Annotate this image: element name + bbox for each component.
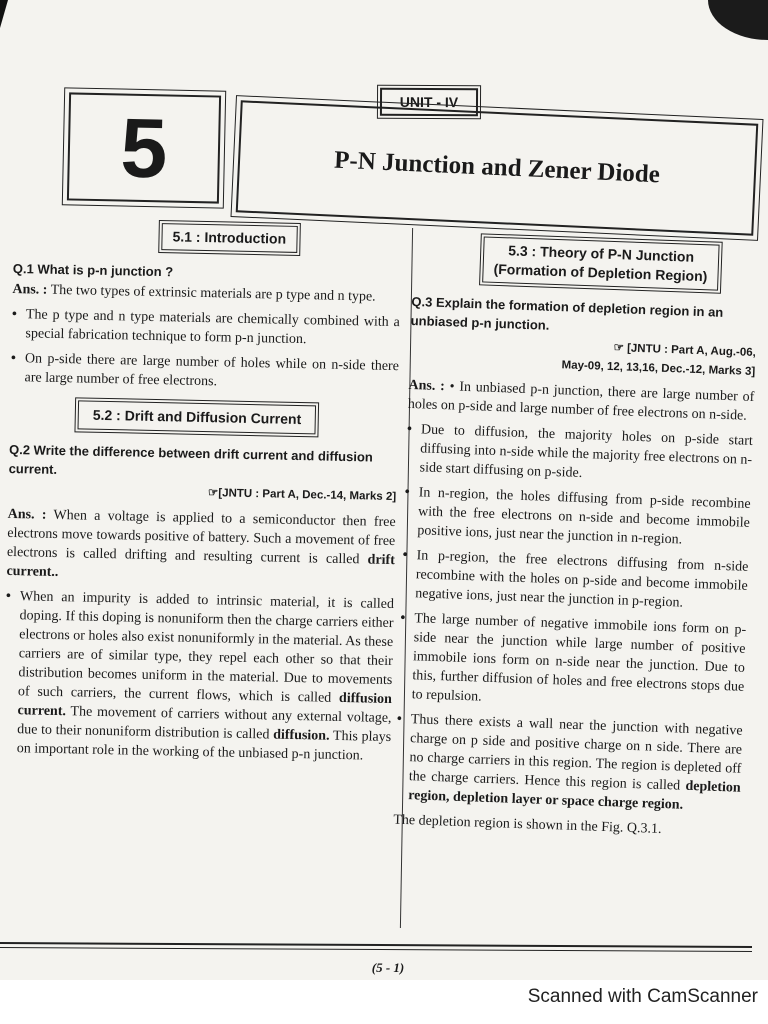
bullet-text-c: This plays on important role in the working of the unbiased p-n junction. [16, 728, 392, 764]
answer-2-text: When a voltage is applied to a semiconductor then free electrons move towards positive of battery. Such a movement of free electrons is called drifting and resulting current is called [6, 507, 396, 568]
question-3-reference-line-1: ☞ [JNTU : Part A, Aug.-06, [613, 342, 757, 360]
section-heading-5-3-line-2: (Formation of Depletion Region) [493, 260, 708, 285]
section-heading-5-3-line-1: 5.3 : Theory of P-N Junction [507, 242, 695, 265]
question-3-reference-line-2: May-09, 12, 13,16, Dec.-12, Marks 3] [561, 359, 756, 378]
answer-3-bullet-1: • Due to diffusion, the majority holes on p-side start diffusing into n-side while the majority free electrons on n-side start diffusing on p-side. [405, 420, 753, 489]
footer-rule-thin [0, 947, 752, 952]
term-diffusion-current: diffusion current. [17, 690, 393, 720]
answer-3-text: In unbiased p-n junction, there are large number of holes on p-side and large number of free electrons on n-side. [407, 379, 755, 424]
answer-label: Ans. : [7, 506, 47, 523]
answer-3-bullet-3: • In p-region, the free electrons diffusing from n-side recombine with the holes on p-side and become immobile negative ions, just near the junction in p-region. [401, 546, 749, 615]
answer-1-text: The two types of extrinsic materials are p type and n type. [50, 282, 376, 305]
page-number: (5 - 1) [371, 960, 405, 975]
left-column [2, 214, 401, 772]
answer-3: Ans. : • In unbiased p-n junction, there are large number of holes on p-side and large number of free electrons on n-side. [407, 377, 755, 424]
answer-label: Ans. : [12, 281, 48, 298]
chapter-title: P-N Junction and Zener Diode [333, 146, 661, 189]
answer-2-bullet-1 [3, 587, 394, 766]
question-2-reference: ☞[JNTU : Part A, Dec.-14, Marks 2] [207, 487, 397, 504]
chapter-number-box [67, 92, 221, 203]
answer-3-bullet-2: • In n-region, the holes diffusing from p-side recombine with the free electrons on n-side and become immobile positive ions, just near the junction in n-region. [403, 483, 751, 552]
scan-corner-top-right [708, 0, 768, 40]
scan-corner-top-left [0, 0, 8, 28]
section-heading-5-1: 5.1 : Introduction [161, 223, 297, 253]
chapter-number: 5 [119, 100, 169, 196]
answer-label: Ans. : [408, 377, 446, 395]
bullet-text-b: The movement of carriers without any external voltage, due to their nonuniform distribution is called [17, 704, 392, 743]
bullet-text: Thus there exists a wall near the junction with negative charge on p side and positive charge on n side. There are no charge carriers in this region. The region is depleted off the charge carriers. Hence this region is called [408, 712, 743, 794]
chapter-title-box [236, 100, 759, 235]
answer-3-bullet-4: • The large number of negative immobile ions form on p-side near the junction while large number of positive immobile ions form on n-side near the junction. Due to this, further diffusion of holes and free electrons stops due to repulsion. [397, 609, 746, 716]
camscanner-watermark: Scanned with CamScanner [527, 986, 758, 1007]
answer-1-bullet-1: • The p type and n type materials are chemically combined with a special fabrication technique to form p-n junction. [11, 305, 400, 351]
answer-3-closing: The depletion region is shown in the Fig. Q.3.1. [393, 812, 662, 837]
right-column [393, 228, 760, 848]
answer-3-bullet-5 [394, 710, 743, 817]
term-diffusion: diffusion. [272, 727, 330, 744]
answer-1-bullet-2: • On p-side there are large number of holes while on n-side there are large number of free electrons. [10, 349, 399, 395]
term-drift-current: drift current.. [6, 552, 395, 581]
term-depletion-region: depletion region, depletion layer or space charge region. [407, 778, 741, 813]
bullet-text-a: When an impurity is added to intrinsic material, it is called doping. If this doping is nonuniform then the charge carriers either electrons or holes also exist nonuniformly in the material. As these carriers are of similar type, they repel each other so that their distribution becomes uniform in the material. Due to movements of such carriers, the current flows, which is called [17, 589, 395, 706]
section-heading-5-2: 5.2 : Drift and Diffusion Current [78, 400, 317, 434]
question-1: Q.1 What is p-n junction ? [12, 260, 174, 280]
question-3: Q.3 Explain the formation of depletion region in an unbiased p-n junction. [410, 293, 724, 333]
answer-2 [6, 505, 396, 589]
question-2: Q.2 Write the difference between drift current and diffusion current. [8, 441, 373, 477]
unit-label-text: UNIT - IV [399, 93, 459, 111]
section-heading-5-3 [482, 236, 719, 290]
